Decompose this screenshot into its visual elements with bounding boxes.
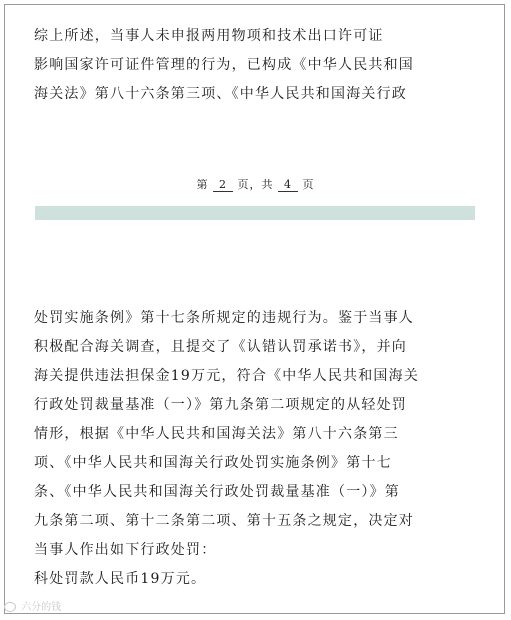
page-prefix: 第	[196, 178, 209, 191]
text-line: 当事人作出如下行政处罚：	[34, 542, 217, 558]
page-number-footer	[0, 176, 511, 192]
paragraph-penalty	[34, 304, 419, 594]
text-line: 行政处罚裁量基准（一）》第九条第二项规定的从轻处罚	[34, 397, 407, 413]
text-line: 影响国家许可证件管理的行为，已构成《中华人民共和国	[34, 57, 414, 73]
text-line: 九条第二项、第十二条第二项、第十五条之规定，决定对	[34, 513, 414, 529]
watermark	[4, 598, 61, 613]
text-line: 条、《中华人民共和国海关行政处罚裁量基准（一）》第	[34, 484, 400, 500]
text-line: 科处罚款人民币19万元。	[34, 571, 207, 587]
text-line: 情形，根据《中华人民共和国海关法》第八十六条第三	[34, 426, 399, 442]
text-line: 海关提供违法担保金19万元，符合《中华人民共和国海关	[34, 368, 420, 384]
watermark-logo-icon	[4, 602, 16, 612]
page-suffix: 页	[302, 178, 315, 191]
text-line: 积极配合海关调查，且提交了《认错认罚承诺书》，并向	[34, 339, 407, 355]
page-middle-text: 页，共	[237, 178, 274, 191]
text-line: 综上所述，当事人未申报两用物项和技术出口许可证	[34, 28, 384, 44]
text-line: 处罚实施条例》第十七条所规定的违规行为。鉴于当事人	[34, 310, 414, 326]
text-line: 项、《中华人民共和国海关行政处罚实施条例》第十七	[34, 455, 392, 471]
watermark-text: 六分的钱	[21, 602, 62, 613]
text-line: 海关法》第八十六条第三项、《中华人民共和国海关行政	[34, 86, 407, 102]
paragraph-conclusion	[34, 22, 414, 109]
current-page-number: 2	[213, 178, 233, 192]
page-separator-band	[35, 206, 475, 220]
total-page-number: 4	[278, 178, 298, 192]
